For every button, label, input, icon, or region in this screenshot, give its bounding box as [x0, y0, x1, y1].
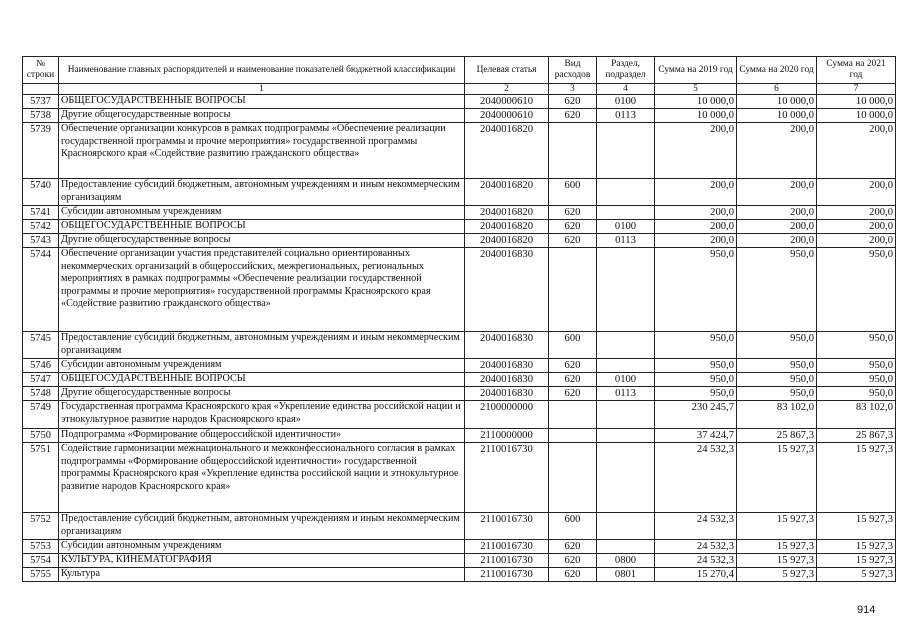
table-row [23, 540, 896, 554]
row-name-cell: Культура [59, 568, 465, 582]
sum-2020-cell: 25 867,3 [737, 429, 817, 443]
sum-2019-cell: 15 270,4 [655, 568, 737, 582]
column-number: 5 [655, 84, 737, 95]
row-name-cell: Государственная программа Красноярского края «Укрепление единства российской нации и этнокультурное развитие народов Красноярского края» [59, 401, 465, 429]
sum-2020-cell: 5 927,3 [737, 568, 817, 582]
section-cell: 0113 [597, 387, 655, 401]
expense-kind-cell: 620 [549, 109, 597, 123]
sum-2019-cell: 24 532,3 [655, 554, 737, 568]
sum-2021-cell: 83 102,0 [817, 401, 896, 429]
header-section: Раздел, подраздел [597, 57, 655, 84]
expense-kind-cell: 620 [549, 373, 597, 387]
row-number-cell: 5741 [23, 206, 59, 220]
section-cell [597, 123, 655, 179]
table-row [23, 554, 896, 568]
expense-kind-cell: 620 [549, 568, 597, 582]
row-number-cell: 5738 [23, 109, 59, 123]
sum-2020-cell: 950,0 [737, 373, 817, 387]
table-row [23, 206, 896, 220]
row-name-cell: ОБЩЕГОСУДАРСТВЕННЫЕ ВОПРОСЫ [59, 95, 465, 109]
section-cell [597, 206, 655, 220]
row-number-cell: 5752 [23, 513, 59, 540]
header-sum-2019: Сумма на 2019 год [655, 57, 737, 84]
row-name-cell: Подпрограмма «Формирование общероссийской идентичности» [59, 429, 465, 443]
target-article-cell: 2040000610 [465, 95, 549, 109]
sum-2021-cell: 15 927,3 [817, 443, 896, 513]
table-row [23, 387, 896, 401]
row-name-cell: Другие общегосударственные вопросы [59, 109, 465, 123]
table-row [23, 568, 896, 582]
budget-table [22, 56, 896, 582]
sum-2020-cell: 15 927,3 [737, 540, 817, 554]
sum-2020-cell: 15 927,3 [737, 513, 817, 540]
target-article-cell: 2110016730 [465, 568, 549, 582]
expense-kind-cell [549, 248, 597, 332]
sum-2021-cell: 200,0 [817, 123, 896, 179]
expense-kind-cell: 620 [549, 540, 597, 554]
sum-2019-cell: 200,0 [655, 123, 737, 179]
table-row [23, 95, 896, 109]
column-number: 6 [737, 84, 817, 95]
table-row [23, 179, 896, 206]
sum-2020-cell: 10 000,0 [737, 95, 817, 109]
row-name-cell: КУЛЬТУРА, КИНЕМАТОГРАФИЯ [59, 554, 465, 568]
section-cell: 0100 [597, 373, 655, 387]
expense-kind-cell [549, 123, 597, 179]
section-cell [597, 332, 655, 359]
expense-kind-cell: 600 [549, 513, 597, 540]
sum-2020-cell: 950,0 [737, 359, 817, 373]
target-article-cell: 2100000000 [465, 401, 549, 429]
sum-2021-cell: 15 927,3 [817, 554, 896, 568]
table-row [23, 373, 896, 387]
row-name-cell: Субсидии автономным учреждениям [59, 206, 465, 220]
sum-2019-cell: 950,0 [655, 248, 737, 332]
section-cell [597, 179, 655, 206]
section-cell: 0113 [597, 234, 655, 248]
column-number: 7 [817, 84, 896, 95]
sum-2021-cell: 5 927,3 [817, 568, 896, 582]
sum-2021-cell: 200,0 [817, 179, 896, 206]
sum-2021-cell: 200,0 [817, 234, 896, 248]
sum-2019-cell: 950,0 [655, 387, 737, 401]
row-name-cell: Обеспечение организации конкурсов в рамках подпрограммы «Обеспечение реализации государственной программы и прочие мероприятия» государственной программы Красноярского края «Содействие развитию гражданского общества» [59, 123, 465, 179]
header-row-no: № строки [23, 57, 59, 84]
target-article-cell: 2110016730 [465, 513, 549, 540]
expense-kind-cell: 600 [549, 179, 597, 206]
column-number-row [23, 84, 896, 95]
row-number-cell: 5744 [23, 248, 59, 332]
header-sum-2021: Сумма на 2021 год [817, 57, 896, 84]
expense-kind-cell: 620 [549, 387, 597, 401]
sum-2020-cell: 200,0 [737, 234, 817, 248]
sum-2019-cell: 200,0 [655, 179, 737, 206]
sum-2019-cell: 37 424,7 [655, 429, 737, 443]
sum-2021-cell: 15 927,3 [817, 513, 896, 540]
sum-2020-cell: 200,0 [737, 179, 817, 206]
row-name-cell: Обеспечение организации участия представителей социально ориентированных некоммерческих организаций в общероссийских, межрегиональных, региональных мероприятиях в рамках подпрограммы «Обеспечение реализации государственной программы и прочие мероприятия» государственной программы Красноярского края «Содействие развитию гражданского общества» [59, 248, 465, 332]
sum-2019-cell: 200,0 [655, 234, 737, 248]
row-number-cell: 5746 [23, 359, 59, 373]
sum-2020-cell: 200,0 [737, 123, 817, 179]
sum-2020-cell: 200,0 [737, 220, 817, 234]
table-row [23, 220, 896, 234]
expense-kind-cell [549, 401, 597, 429]
section-cell: 0800 [597, 554, 655, 568]
sum-2020-cell: 10 000,0 [737, 109, 817, 123]
row-number-cell: 5750 [23, 429, 59, 443]
target-article-cell: 2040016820 [465, 234, 549, 248]
target-article-cell: 2040016830 [465, 248, 549, 332]
expense-kind-cell: 620 [549, 359, 597, 373]
target-article-cell: 2040016820 [465, 123, 549, 179]
sum-2019-cell: 230 245,7 [655, 401, 737, 429]
target-article-cell: 2040016820 [465, 206, 549, 220]
section-cell [597, 540, 655, 554]
column-number: 1 [59, 84, 465, 95]
column-number [23, 84, 59, 95]
header-name: Наименование главных распорядителей и наименование показателей бюджетной классификации [59, 57, 465, 84]
target-article-cell: 2040016830 [465, 359, 549, 373]
sum-2021-cell: 950,0 [817, 248, 896, 332]
sum-2020-cell: 950,0 [737, 332, 817, 359]
section-cell: 0100 [597, 220, 655, 234]
row-name-cell: Предоставление субсидий бюджетным, автономным учреждениям и иным некоммерческим организациям [59, 513, 465, 540]
section-cell [597, 429, 655, 443]
row-number-cell: 5755 [23, 568, 59, 582]
table-row [23, 109, 896, 123]
row-number-cell: 5747 [23, 373, 59, 387]
sum-2020-cell: 83 102,0 [737, 401, 817, 429]
target-article-cell: 2040016820 [465, 220, 549, 234]
row-name-cell: ОБЩЕГОСУДАРСТВЕННЫЕ ВОПРОСЫ [59, 373, 465, 387]
expense-kind-cell [549, 443, 597, 513]
sum-2021-cell: 10 000,0 [817, 109, 896, 123]
target-article-cell: 2040000610 [465, 109, 549, 123]
table-header-row [23, 57, 896, 84]
target-article-cell: 2110016730 [465, 554, 549, 568]
sum-2019-cell: 950,0 [655, 373, 737, 387]
sum-2020-cell: 15 927,3 [737, 443, 817, 513]
target-article-cell: 2040016830 [465, 387, 549, 401]
section-cell: 0801 [597, 568, 655, 582]
table-row [23, 443, 896, 513]
target-article-cell: 2110000000 [465, 429, 549, 443]
expense-kind-cell: 620 [549, 95, 597, 109]
table-row [23, 248, 896, 332]
row-number-cell: 5743 [23, 234, 59, 248]
row-number-cell: 5739 [23, 123, 59, 179]
row-name-cell: Предоставление субсидий бюджетным, автономным учреждениям и иным некоммерческим организациям [59, 332, 465, 359]
row-number-cell: 5753 [23, 540, 59, 554]
row-number-cell: 5740 [23, 179, 59, 206]
table-row [23, 359, 896, 373]
sum-2021-cell: 15 927,3 [817, 540, 896, 554]
sum-2021-cell: 200,0 [817, 206, 896, 220]
expense-kind-cell: 620 [549, 554, 597, 568]
row-number-cell: 5745 [23, 332, 59, 359]
table-row [23, 332, 896, 359]
column-number: 2 [465, 84, 549, 95]
sum-2021-cell: 200,0 [817, 220, 896, 234]
target-article-cell: 2110016730 [465, 443, 549, 513]
table-row [23, 513, 896, 540]
row-name-cell: Субсидии автономным учреждениям [59, 540, 465, 554]
sum-2021-cell: 950,0 [817, 387, 896, 401]
table-row [23, 234, 896, 248]
row-number-cell: 5751 [23, 443, 59, 513]
row-name-cell: Другие общегосударственные вопросы [59, 234, 465, 248]
column-number: 3 [549, 84, 597, 95]
section-cell [597, 359, 655, 373]
sum-2020-cell: 950,0 [737, 248, 817, 332]
row-number-cell: 5749 [23, 401, 59, 429]
sum-2021-cell: 950,0 [817, 359, 896, 373]
header-target: Целевая статья [465, 57, 549, 84]
sum-2019-cell: 950,0 [655, 359, 737, 373]
sum-2019-cell: 24 532,3 [655, 513, 737, 540]
target-article-cell: 2040016830 [465, 373, 549, 387]
header-sum-2020: Сумма на 2020 год [737, 57, 817, 84]
expense-kind-cell: 620 [549, 234, 597, 248]
sum-2019-cell: 10 000,0 [655, 109, 737, 123]
target-article-cell: 2040016820 [465, 179, 549, 206]
section-cell [597, 443, 655, 513]
sum-2019-cell: 24 532,3 [655, 443, 737, 513]
expense-kind-cell: 620 [549, 206, 597, 220]
row-name-cell: Другие общегосударственные вопросы [59, 387, 465, 401]
sum-2020-cell: 950,0 [737, 387, 817, 401]
row-name-cell: Субсидии автономным учреждениям [59, 359, 465, 373]
row-number-cell: 5754 [23, 554, 59, 568]
sum-2020-cell: 15 927,3 [737, 554, 817, 568]
section-cell: 0100 [597, 95, 655, 109]
target-article-cell: 2110016730 [465, 540, 549, 554]
sum-2019-cell: 24 532,3 [655, 540, 737, 554]
table-row [23, 429, 896, 443]
budget-table-sheet [22, 56, 896, 582]
section-cell [597, 401, 655, 429]
table-row [23, 123, 896, 179]
row-name-cell: Содействие гармонизации межнационального и межконфессионального согласия в рамках подпрограммы «Формирование общероссийской идентичности» государственной программы Красноярского края «Укрепление единства российской нации и этнокультурное развитие народов Красноярского края» [59, 443, 465, 513]
table-row [23, 401, 896, 429]
sum-2019-cell: 200,0 [655, 220, 737, 234]
row-number-cell: 5742 [23, 220, 59, 234]
sum-2020-cell: 200,0 [737, 206, 817, 220]
row-number-cell: 5748 [23, 387, 59, 401]
table-body [23, 95, 896, 582]
expense-kind-cell: 600 [549, 332, 597, 359]
row-number-cell: 5737 [23, 95, 59, 109]
row-name-cell: Предоставление субсидий бюджетным, автономным учреждениям и иным некоммерческим организациям [59, 179, 465, 206]
expense-kind-cell [549, 429, 597, 443]
column-number: 4 [597, 84, 655, 95]
section-cell [597, 248, 655, 332]
sum-2019-cell: 200,0 [655, 206, 737, 220]
page-number: 914 [857, 604, 876, 616]
section-cell: 0113 [597, 109, 655, 123]
row-name-cell: ОБЩЕГОСУДАРСТВЕННЫЕ ВОПРОСЫ [59, 220, 465, 234]
sum-2021-cell: 950,0 [817, 373, 896, 387]
sum-2021-cell: 950,0 [817, 332, 896, 359]
section-cell [597, 513, 655, 540]
sum-2021-cell: 10 000,0 [817, 95, 896, 109]
sum-2019-cell: 950,0 [655, 332, 737, 359]
sum-2019-cell: 10 000,0 [655, 95, 737, 109]
header-kind: Вид расходов [549, 57, 597, 84]
expense-kind-cell: 620 [549, 220, 597, 234]
sum-2021-cell: 25 867,3 [817, 429, 896, 443]
target-article-cell: 2040016830 [465, 332, 549, 359]
